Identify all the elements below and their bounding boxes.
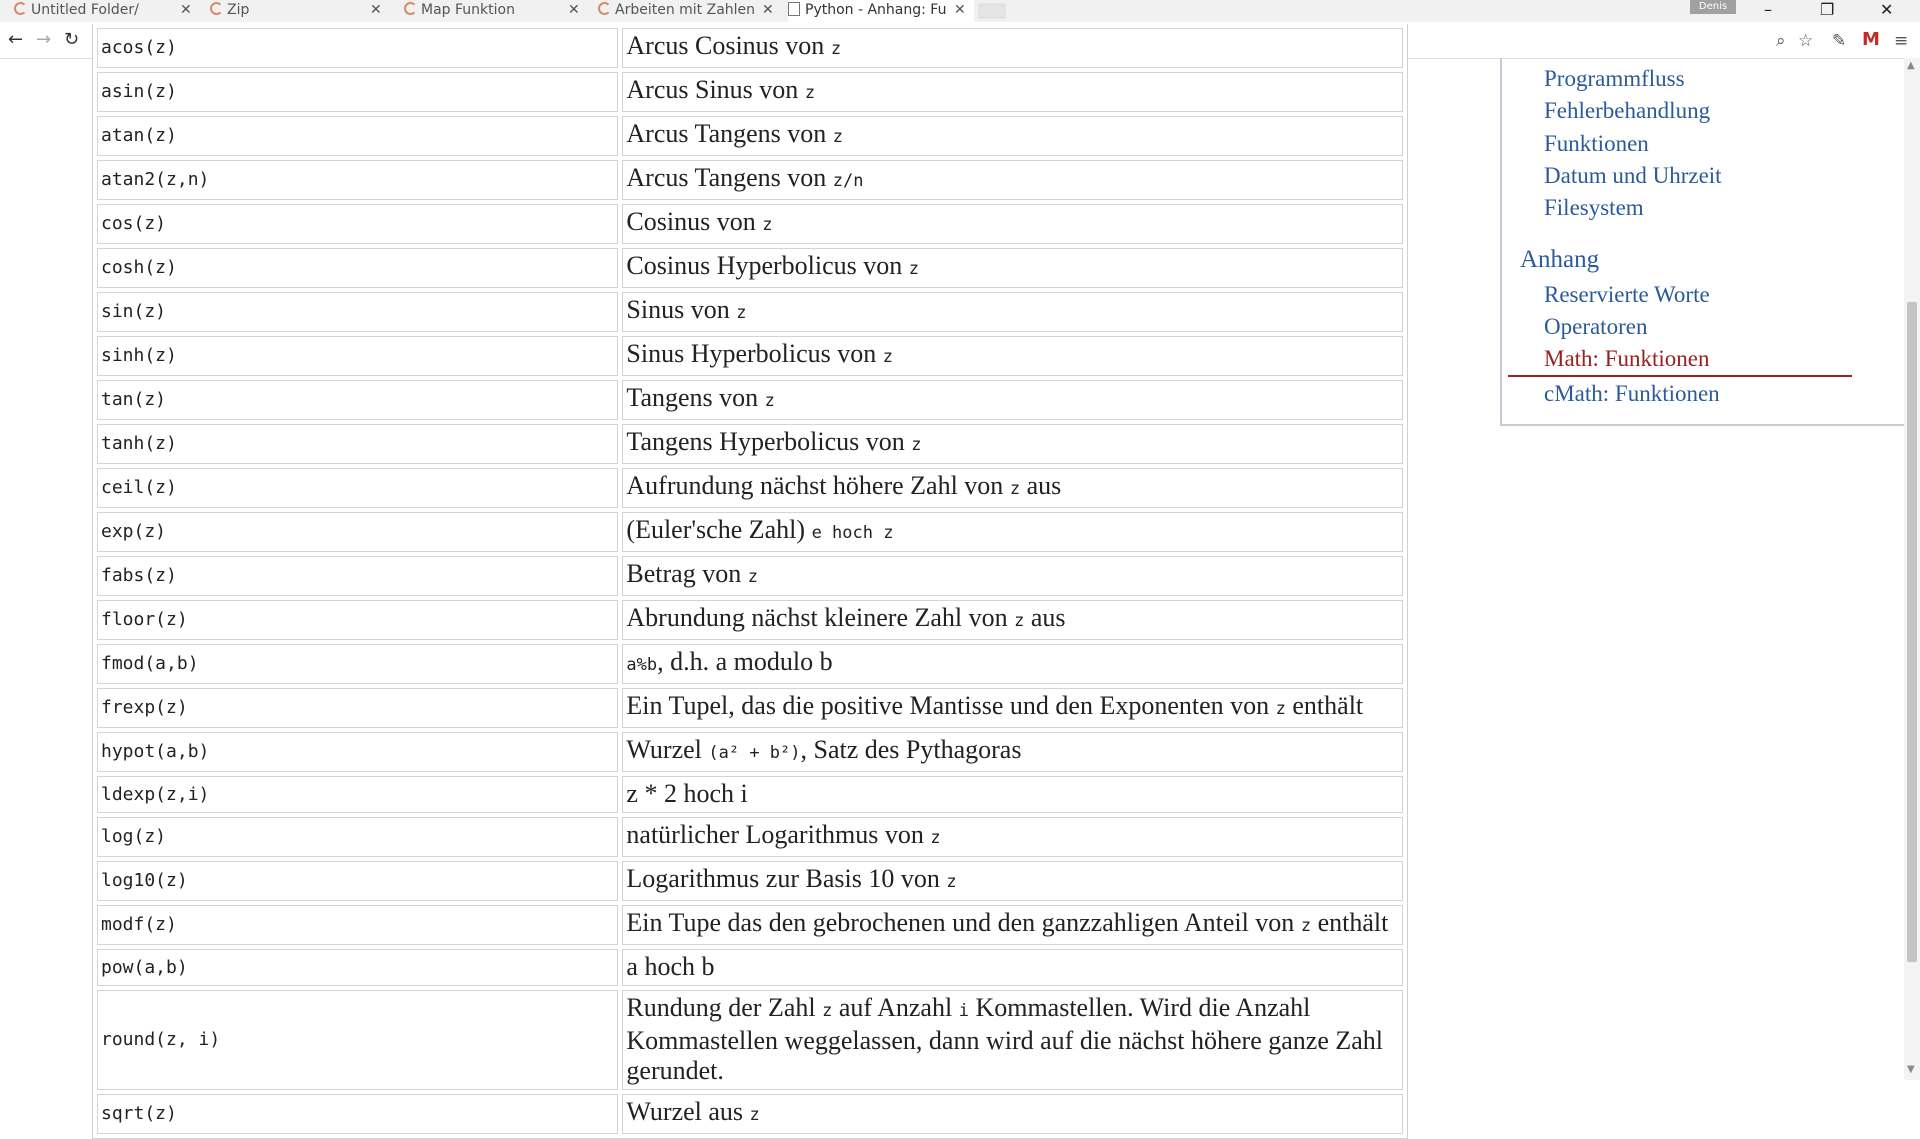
function-description-cell — [622, 905, 1403, 945]
tab-title: Zip — [227, 2, 250, 18]
function-name-cell: cosh(z) — [97, 248, 618, 288]
description-code: z — [749, 1105, 760, 1125]
description-text: auf Anzahl — [832, 993, 959, 1022]
table-row — [97, 204, 1403, 244]
table-row — [97, 905, 1403, 945]
table-row — [97, 949, 1403, 986]
close-tab-icon[interactable]: ✕ — [954, 2, 966, 18]
nav-link-math-funktionen[interactable]: Math: Funktionen — [1544, 346, 1710, 371]
tab-bar — [0, 0, 1920, 22]
description-code: z — [764, 391, 775, 411]
function-name-cell: atan(z) — [97, 116, 618, 156]
function-description-cell — [622, 28, 1403, 68]
nav-link-datum-uhrzeit[interactable]: Datum und Uhrzeit — [1544, 163, 1722, 188]
function-description-cell — [622, 468, 1403, 508]
function-description-cell — [622, 380, 1403, 420]
description-code: z — [747, 567, 758, 587]
sidebar-nav — [1500, 58, 1904, 426]
description-text: Ein Tupe das den gebrochenen und den ganzzahligen Anteil von — [626, 908, 1301, 937]
description-code: z — [908, 259, 920, 279]
function-name-cell: modf(z) — [97, 905, 618, 945]
table-row — [97, 600, 1403, 640]
table-row — [97, 817, 1403, 857]
table-row — [97, 248, 1403, 288]
loading-icon — [14, 2, 27, 15]
description-code: z — [762, 215, 773, 235]
extension-icon[interactable]: ✎ — [1832, 31, 1847, 51]
minimize-icon[interactable]: – — [1764, 0, 1772, 19]
description-text: natürlicher Logarithmus von — [626, 820, 931, 849]
function-name-cell: sin(z) — [97, 292, 618, 332]
back-icon[interactable]: ← — [8, 29, 24, 50]
table-row — [97, 1094, 1403, 1134]
function-name-cell: sqrt(z) — [97, 1094, 618, 1134]
description-text: Wurzel aus — [626, 1097, 750, 1126]
function-name-cell: fmod(a,b) — [97, 644, 618, 684]
table-row — [97, 336, 1403, 376]
table-row — [97, 990, 1403, 1090]
function-description-cell — [622, 160, 1403, 200]
description-code: z — [1014, 611, 1025, 631]
description-text: Arcus Sinus von — [626, 75, 805, 104]
gmail-extension-icon[interactable]: M — [1862, 29, 1880, 50]
tab-arbeiten-mit-zahlen[interactable] — [598, 0, 778, 22]
function-name-cell: floor(z) — [97, 600, 618, 640]
description-text: Arcus Cosinus von — [626, 31, 831, 60]
description-text: Cosinus Hyperbolicus von — [626, 251, 909, 280]
nav-link-filesystem[interactable]: Filesystem — [1544, 195, 1644, 220]
table-row — [97, 644, 1403, 684]
description-text: Arcus Tangens von — [626, 119, 833, 148]
function-name-cell: pow(a,b) — [97, 949, 618, 986]
function-description-cell — [622, 336, 1403, 376]
description-code: a%b — [626, 655, 658, 675]
function-name-cell: round(z, i) — [97, 990, 618, 1090]
function-description-cell — [622, 248, 1403, 288]
table-row — [97, 556, 1403, 596]
function-description-cell — [622, 776, 1403, 813]
function-name-cell: cos(z) — [97, 204, 618, 244]
description-code: z — [1009, 479, 1021, 499]
description-code: (a² + b²) — [708, 743, 801, 763]
table-row — [97, 424, 1403, 464]
table-row — [97, 512, 1403, 552]
tab-untitled-folder[interactable] — [14, 0, 194, 22]
description-text: Sinus von — [626, 295, 737, 324]
nav-link-programmfluss[interactable]: Programmfluss — [1544, 66, 1685, 91]
description-code: z — [1300, 916, 1312, 936]
description-text: a hoch b — [626, 952, 715, 981]
function-name-cell: log(z) — [97, 817, 618, 857]
page-icon — [788, 2, 800, 16]
function-name-cell: hypot(a,b) — [97, 732, 618, 772]
description-text: Tangens Hyperbolicus von — [626, 427, 912, 456]
function-description-cell — [622, 556, 1403, 596]
table-row — [97, 72, 1403, 112]
description-text: Cosinus von — [626, 207, 763, 236]
function-name-cell: tanh(z) — [97, 424, 618, 464]
restore-icon[interactable]: ❐ — [1820, 0, 1835, 19]
description-code: e hoch z — [811, 523, 894, 543]
tab-title: Python - Anhang: Fu — [805, 2, 947, 18]
loading-icon — [598, 2, 611, 15]
description-text: Ein Tupel, das die positive Mantisse und den Exponenten von — [626, 691, 1276, 720]
close-tab-icon[interactable]: ✕ — [370, 2, 382, 18]
table-row — [97, 688, 1403, 728]
loading-icon — [210, 2, 223, 15]
vertical-scrollbar[interactable] — [1904, 58, 1920, 1080]
tab-title: Untitled Folder/ — [31, 2, 139, 18]
description-text: z * 2 hoch i — [626, 779, 748, 808]
description-text: Arcus Tangens von — [626, 163, 833, 192]
description-text: aus — [1024, 603, 1066, 632]
description-text: aus — [1020, 471, 1062, 500]
close-tab-icon[interactable]: ✕ — [762, 2, 774, 18]
description-text: Rundung der Zahl — [626, 993, 823, 1022]
description-text: (Euler'sche Zahl) — [626, 515, 812, 544]
table-row — [97, 732, 1403, 772]
description-code: z — [822, 1001, 833, 1021]
function-name-cell: acos(z) — [97, 28, 618, 68]
description-text: Betrag von — [626, 559, 748, 588]
table-row — [97, 160, 1403, 200]
function-name-cell: ceil(z) — [97, 468, 618, 508]
table-row — [97, 776, 1403, 813]
tab-zip[interactable] — [210, 0, 390, 22]
description-code: z — [911, 435, 922, 455]
function-description-cell — [622, 512, 1403, 552]
function-name-cell: sinh(z) — [97, 336, 618, 376]
function-description-cell — [622, 817, 1403, 857]
reload-icon[interactable]: ↻ — [64, 29, 80, 50]
description-code: z — [1275, 699, 1286, 719]
zoom-icon[interactable]: ⌕ — [1776, 31, 1786, 51]
current-page-underline — [1508, 375, 1852, 377]
description-text: Aufrundung nächst höhere Zahl von — [626, 471, 1010, 500]
table-row — [97, 468, 1403, 508]
function-description-cell — [622, 1094, 1403, 1134]
description-code: z — [736, 303, 747, 323]
function-description-cell — [622, 116, 1403, 156]
function-description-cell — [622, 861, 1403, 901]
close-tab-icon[interactable]: ✕ — [180, 2, 192, 18]
function-description-cell — [622, 644, 1403, 684]
scrollbar-thumb[interactable] — [1907, 302, 1917, 962]
nav-link-operatoren[interactable]: Operatoren — [1544, 314, 1648, 339]
function-description-cell — [622, 732, 1403, 772]
function-name-cell: tan(z) — [97, 380, 618, 420]
close-tab-icon[interactable]: ✕ — [568, 2, 580, 18]
description-code: z — [930, 828, 941, 848]
function-description-cell — [622, 990, 1403, 1090]
nav-link-fehlerbehandlung[interactable]: Fehlerbehandlung — [1544, 98, 1711, 123]
description-code: z — [804, 83, 816, 103]
description-text: Sinus Hyperbolicus von — [626, 339, 883, 368]
loading-icon — [404, 2, 417, 15]
nav-link-cmath-funktionen[interactable]: cMath: Funktionen — [1544, 381, 1720, 406]
description-code: z — [882, 347, 894, 367]
function-name-cell: asin(z) — [97, 72, 618, 112]
tab-python-anhang[interactable] — [788, 0, 974, 22]
function-description-cell — [622, 600, 1403, 640]
tab-title: Arbeiten mit Zahlen — [615, 2, 756, 18]
scroll-down-icon[interactable]: ▼ — [1907, 1064, 1915, 1075]
description-code: z — [830, 39, 842, 59]
table-row — [97, 292, 1403, 332]
description-text: Wurzel — [626, 735, 709, 764]
description-text: , d.h. a modulo b — [657, 647, 833, 676]
function-name-cell: atan2(z,n) — [97, 160, 618, 200]
table-row — [97, 380, 1403, 420]
description-code: z — [832, 127, 844, 147]
function-name-cell: fabs(z) — [97, 556, 618, 596]
math-functions-table — [92, 24, 1408, 1139]
description-text: Tangens von — [626, 383, 765, 412]
function-description-cell — [622, 204, 1403, 244]
bookmark-star-icon[interactable]: ☆ — [1798, 31, 1814, 51]
description-text: Logarithmus zur Basis 10 von — [626, 864, 947, 893]
function-name-cell: exp(z) — [97, 512, 618, 552]
function-description-cell — [622, 688, 1403, 728]
function-description-cell — [622, 424, 1403, 464]
nav-section-anhang[interactable]: Anhang — [1520, 246, 1600, 273]
scroll-up-icon[interactable]: ▲ — [1907, 60, 1915, 71]
menu-icon[interactable]: ≡ — [1894, 31, 1909, 51]
function-name-cell: ldexp(z,i) — [97, 776, 618, 813]
function-name-cell: frexp(z) — [97, 688, 618, 728]
description-text: enthält — [1285, 691, 1364, 720]
user-badge[interactable]: Denis — [1690, 0, 1736, 14]
table-row — [97, 861, 1403, 901]
nav-link-reservierte-worte[interactable]: Reservierte Worte — [1544, 282, 1710, 307]
function-name-cell: log10(z) — [97, 861, 618, 901]
description-text: enthält — [1311, 908, 1389, 937]
description-code: z — [946, 872, 957, 892]
description-text: Abrundung nächst kleinere Zahl von — [626, 603, 1015, 632]
tab-map-funktion[interactable] — [404, 0, 584, 22]
table-row — [97, 116, 1403, 156]
description-code: i — [958, 1001, 969, 1021]
table-row — [97, 28, 1403, 68]
new-tab-button[interactable] — [978, 3, 1006, 19]
function-description-cell — [622, 949, 1403, 986]
tab-title: Map Funktion — [421, 2, 515, 18]
forward-icon[interactable]: → — [36, 29, 52, 50]
function-description-cell — [622, 72, 1403, 112]
main-content — [92, 31, 1408, 1139]
description-text: Kommastellen. Wird die Anzahl Kommastellen weggelassen, dann wird auf die nächst höhere ganze Zahl gerundet. — [626, 993, 1384, 1085]
description-text: , Satz des Pythagoras — [800, 735, 1022, 764]
description-code: z/n — [832, 171, 864, 191]
close-window-icon[interactable]: ✕ — [1880, 0, 1894, 19]
nav-link-funktionen[interactable]: Funktionen — [1544, 131, 1649, 156]
function-description-cell — [622, 292, 1403, 332]
